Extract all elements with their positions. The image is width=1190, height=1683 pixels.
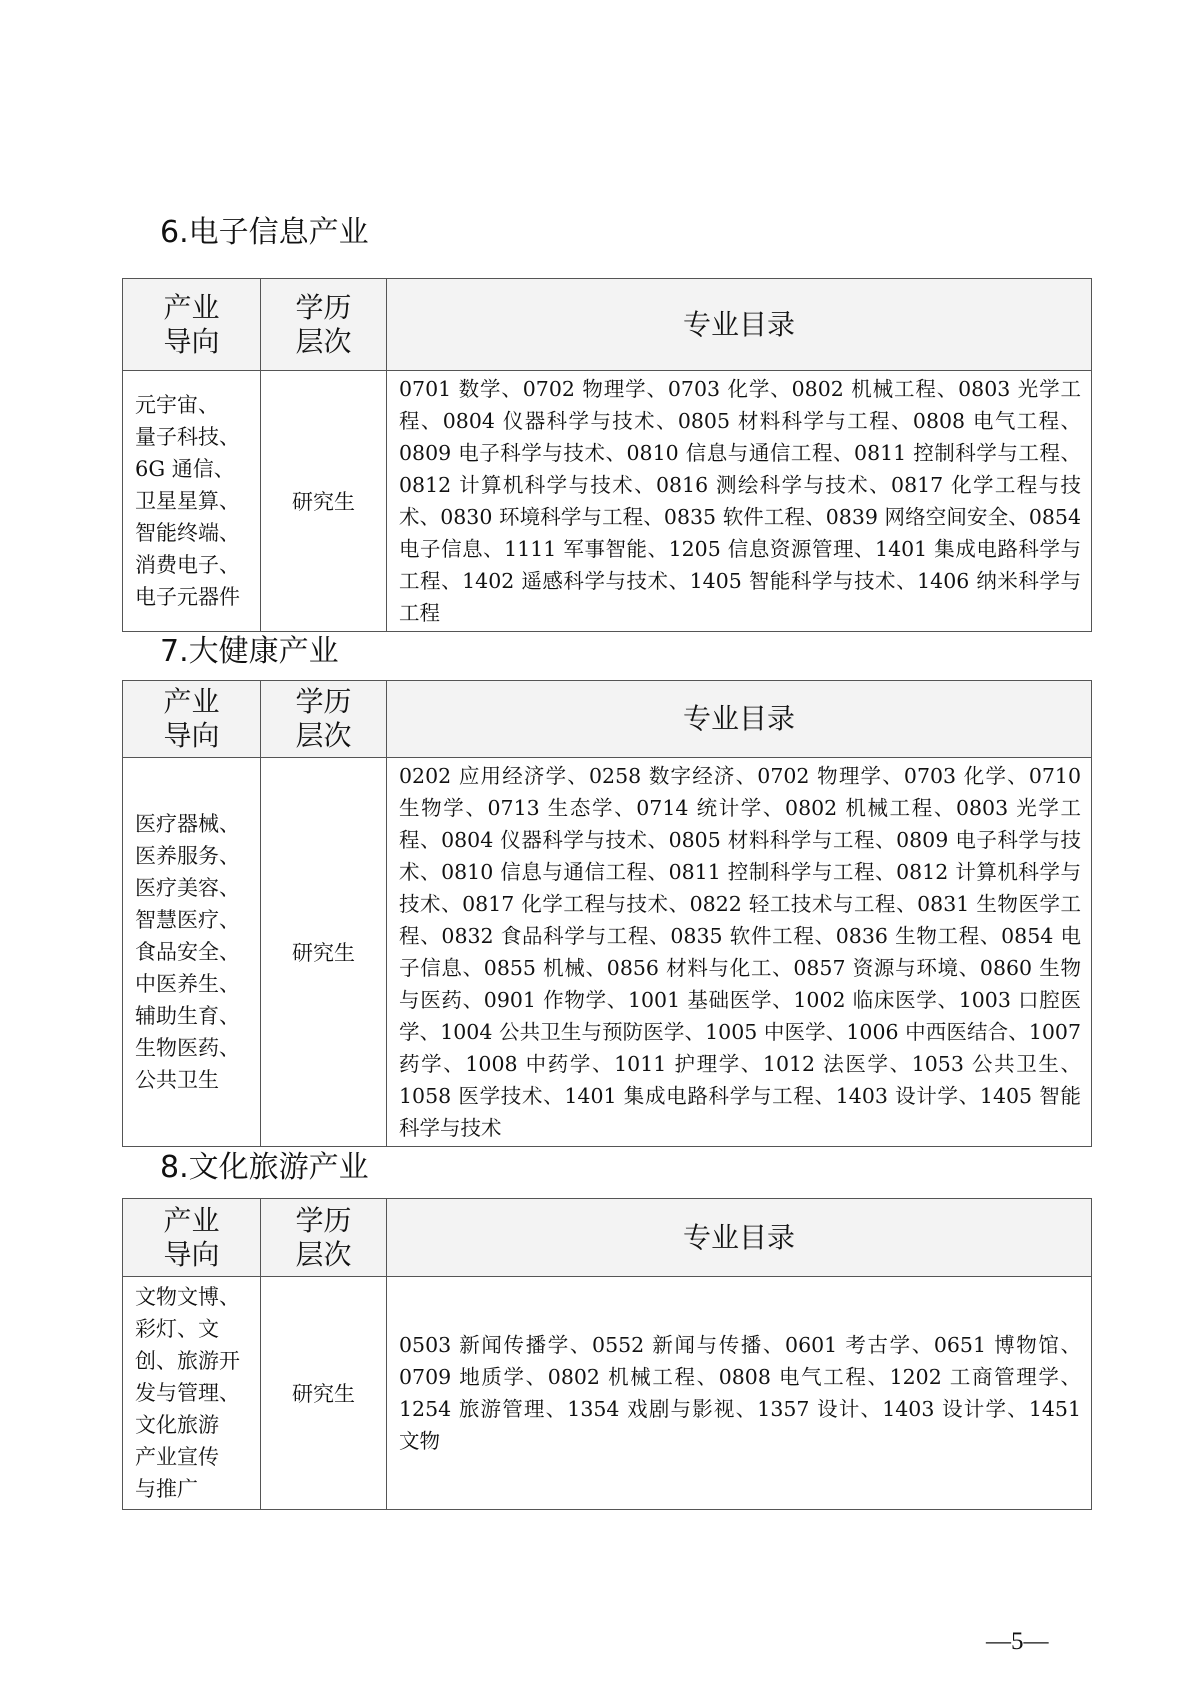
majors-table-electronic-info	[122, 278, 1092, 632]
major-list-cell: 0202 应用经济学、0258 数字经济、0702 物理学、0703 化学、0710 生物学、0713 生态学、0714 统计学、0802 机械工程、0803 光学工程、0804 仪器科学与技术、0805 材料科学与工程、0809 电子科学与技术、0810 信息与通信工程、0811 控制科学与工程、0812 计算机科学与技术、0817 化学工程与技术、0822 轻工技术与工程、0831 生物医学工程、0832 食品科学与工程、0835 软件工程、0836 生物工程、0854 电子信息、0855 机械、0856 材料与化工、0857 资源与环境、0860 生物与医药、0901 作物学、1001 基础医学、1002 临床医学、1003 口腔医学、1004 公共卫生与预防医学、1005 中医学、1006 中西医结合、1007 药学、1008 中药学、1011 护理学、1012 法医学、1053 公共卫生、1058 医学技术、1401 集成电路科学与工程、1403 设计学、1405 智能科学与技术	[387, 758, 1092, 1147]
education-level-cell: 研究生	[261, 758, 387, 1147]
header-major-catalog: 专业目录	[387, 1199, 1092, 1277]
header-major-catalog: 专业目录	[387, 279, 1092, 371]
section-title-electronic-info: 6.电子信息产业	[160, 215, 369, 250]
major-list-cell: 0503 新闻传播学、0552 新闻与传播、0601 考古学、0651 博物馆、0709 地质学、0802 机械工程、0808 电气工程、1202 工商管理学、1254 旅游管理、1354 戏剧与影视、1357 设计、1403 设计学、1451 文物	[387, 1277, 1092, 1510]
majors-table-health	[122, 680, 1092, 1147]
industry-direction-cell: 元宇宙、 量子科技、 6G 通信、 卫星星算、 智能终端、 消费电子、 电子元器件	[123, 371, 261, 632]
header-industry-direction: 产业 导向	[123, 279, 261, 371]
header-major-catalog: 专业目录	[387, 681, 1092, 758]
header-education-level: 学历 层次	[261, 1199, 387, 1277]
section-title-health: 7.大健康产业	[160, 634, 339, 669]
major-list-cell: 0701 数学、0702 物理学、0703 化学、0802 机械工程、0803 光学工程、0804 仪器科学与技术、0805 材料科学与工程、0808 电气工程、0809 电子科学与技术、0810 信息与通信工程、0811 控制科学与工程、0812 计算机科学与技术、0816 测绘科学与技术、0817 化学工程与技术、0830 环境科学与工程、0835 软件工程、0839 网络空间安全、0854 电子信息、1111 军事智能、1205 信息资源管理、1401 集成电路科学与工程、1402 遥感科学与技术、1405 智能科学与技术、1406 纳米科学与工程	[387, 371, 1092, 632]
page-number: —5—	[986, 1628, 1049, 1655]
section-title-culture-tourism: 8.文化旅游产业	[160, 1150, 369, 1185]
header-education-level: 学历 层次	[261, 681, 387, 758]
header-industry-direction: 产业 导向	[123, 1199, 261, 1277]
education-level-cell: 研究生	[261, 371, 387, 632]
education-level-cell: 研究生	[261, 1277, 387, 1510]
industry-direction-cell: 文物文博、 彩灯、文 创、旅游开 发与管理、 文化旅游 产业宣传 与推广	[123, 1277, 261, 1510]
header-education-level: 学历 层次	[261, 279, 387, 371]
header-industry-direction: 产业 导向	[123, 681, 261, 758]
industry-direction-cell: 医疗器械、 医养服务、 医疗美容、 智慧医疗、 食品安全、 中医养生、 辅助生育、 生物医药、 公共卫生	[123, 758, 261, 1147]
majors-table-culture-tourism	[122, 1198, 1092, 1510]
